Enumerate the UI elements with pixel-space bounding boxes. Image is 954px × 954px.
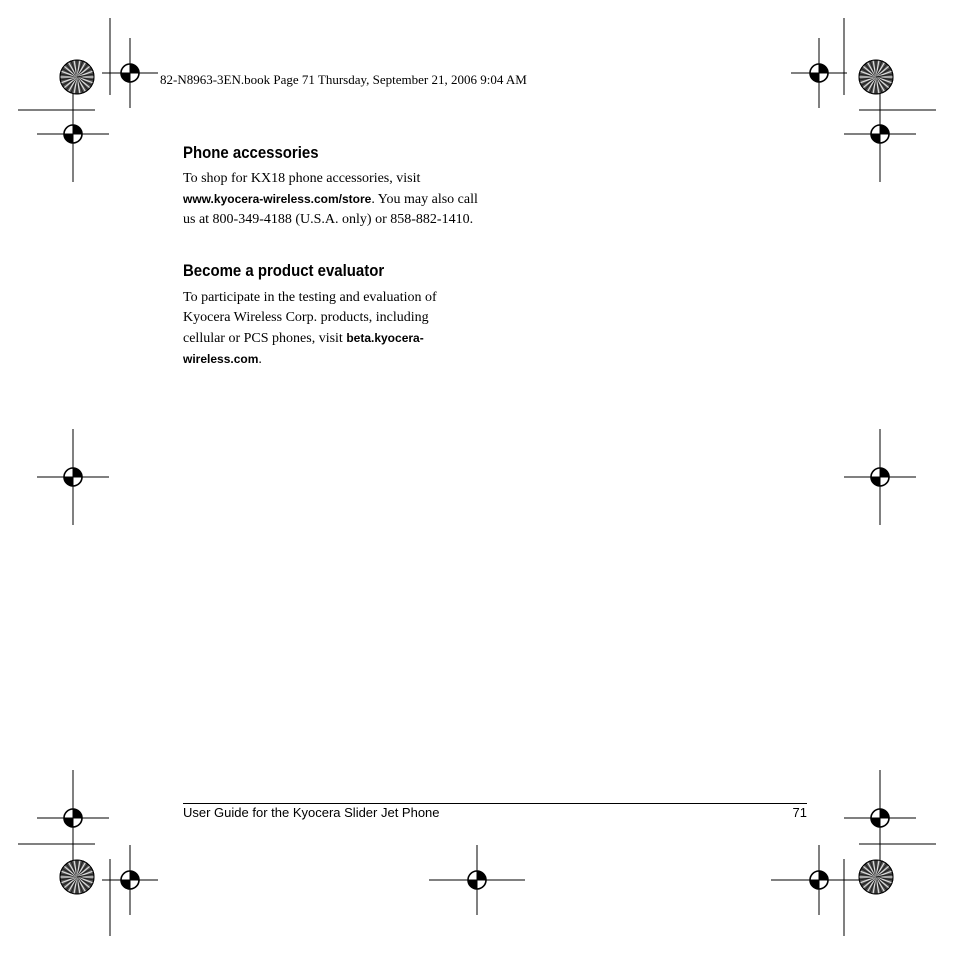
paragraph-text: . You may also call us at 800-349-4188 (U.S.A. only) or 858-882-1410. — [183, 192, 478, 227]
heading-phone-accessories: Phone accessories — [183, 143, 319, 162]
color-registration-starburst-icon — [60, 60, 94, 94]
registration-target-icon — [37, 770, 109, 866]
registration-target-icon — [37, 429, 109, 525]
paragraph-text: . — [258, 352, 262, 367]
print-slug-line: 82-N8963-3EN.book Page 71 Thursday, September 21, 2006 9:04 AM — [160, 72, 527, 87]
color-registration-starburst-icon — [60, 860, 94, 894]
heading-product-evaluator: Become a product evaluator — [183, 261, 385, 280]
registration-target-icon — [771, 845, 867, 915]
registration-target-icon — [844, 86, 916, 182]
registration-target-icon — [37, 86, 109, 182]
footer-title: User Guide for the Kyocera Slider Jet Phone — [183, 805, 440, 820]
page-number: 71 — [792, 805, 807, 820]
color-registration-starburst-icon — [859, 60, 893, 94]
color-registration-starburst-icon — [859, 860, 893, 894]
registration-target-icon — [429, 845, 525, 915]
paragraph-text: To shop for KX18 phone accessories, visit — [183, 171, 421, 186]
paragraph-text: To participate in the testing and evaluation of Kyocera Wireless Corp. products, including cellular or PCS phones, visit — [183, 290, 437, 346]
registration-target-icon — [844, 429, 916, 525]
beta-link[interactable]: beta.kyocera-wireless.com — [183, 331, 424, 366]
registration-target-icon — [791, 38, 847, 108]
store-link[interactable]: www.kyocera-wireless.com/store — [183, 192, 372, 206]
registration-target-icon — [844, 770, 916, 866]
